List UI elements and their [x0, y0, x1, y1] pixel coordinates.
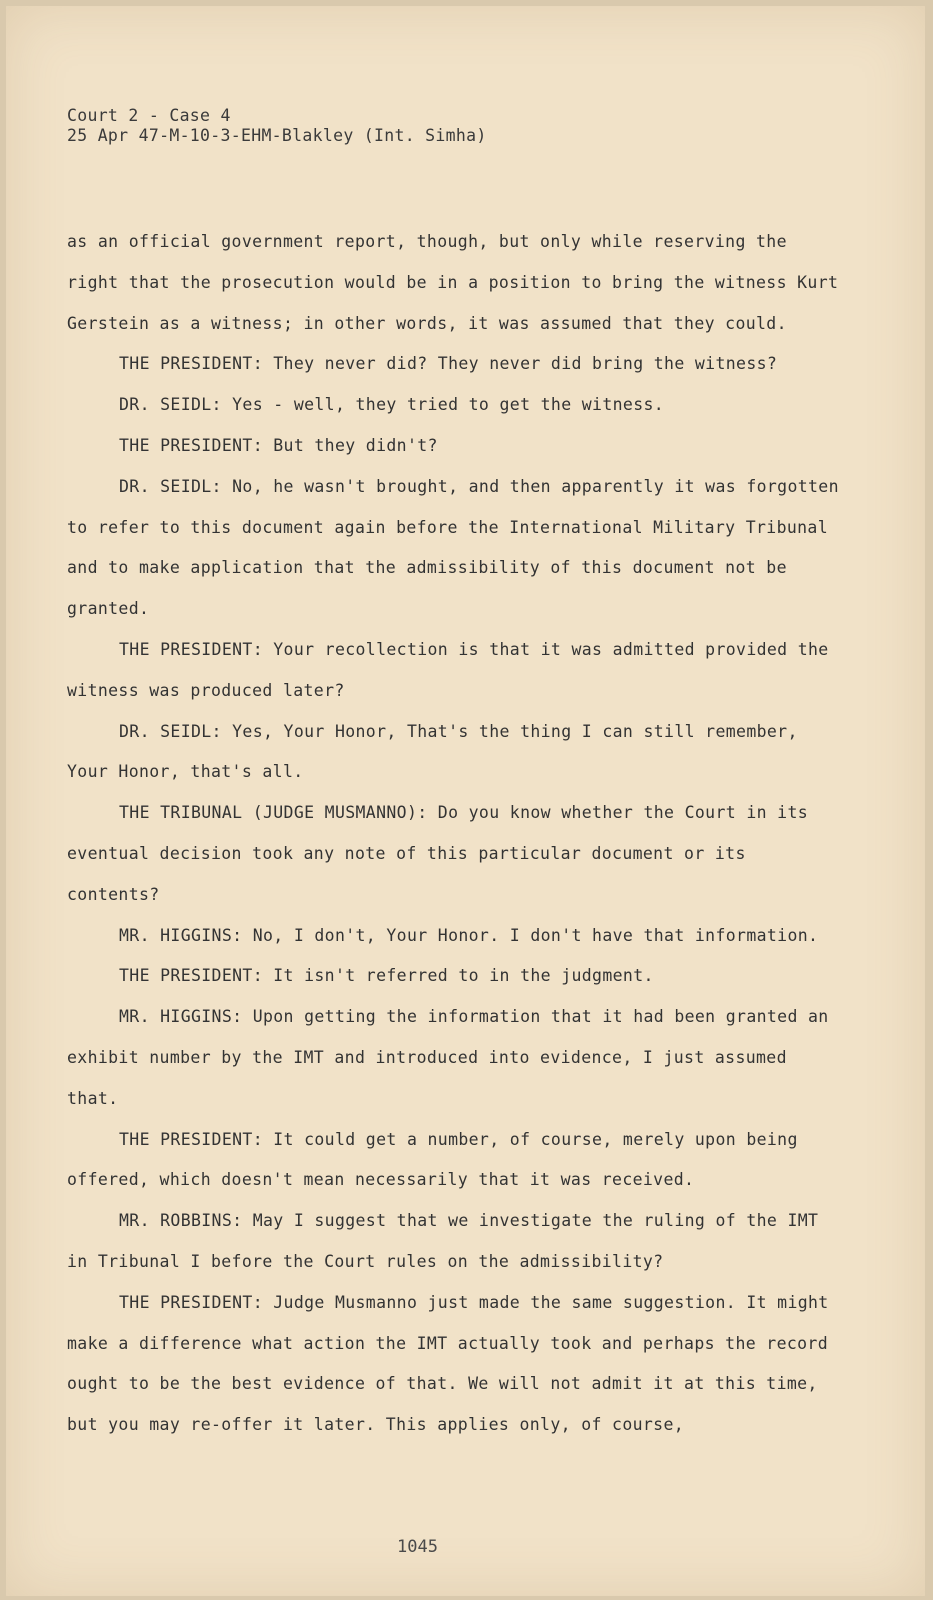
header-court-case: Court 2 - Case 4 [67, 106, 231, 125]
transcript-body [67, 222, 847, 1446]
transcript-paragraph: DR. SEIDL: No, he wasn't brought, and then apparently it was forgotten to refer to this document again before the International Military Tribunal and to make application that the admissibility of this document not be granted. [67, 476, 839, 619]
transcript-paragraph: THE PRESIDENT: Your recollection is that it was admitted provided the witness was produced later? [67, 639, 829, 700]
transcript-paragraph: MR. HIGGINS: No, I don't, Your Honor. I don't have that information. [119, 925, 819, 945]
transcript-paragraph: THE PRESIDENT: Judge Musmanno just made the same suggestion. It might make a difference what action the IMT actually took and perhaps the record ought to be the best evidence of that. We will not admit it at this time, but you may re-offer it later. This applies only, of course, [67, 1292, 829, 1435]
transcript-paragraph: THE PRESIDENT: It isn't referred to in the judgment. [119, 966, 654, 986]
transcript-paragraph: as an official government report, though, but only while reserving the right that the prosecution would be in a position to bring the witness Kurt Gerstein as a witness; in other words, it was assumed that they could. [67, 232, 839, 333]
transcript-paragraph: DR. SEIDL: Yes, Your Honor, That's the thing I can still remember, Your Honor, that's all. [67, 721, 798, 782]
header [67, 106, 487, 146]
transcript-paragraph: THE PRESIDENT: They never did? They never did bring the witness? [119, 354, 778, 374]
transcript-paragraph: DR. SEIDL: Yes - well, they tried to get the witness. [119, 395, 665, 415]
transcript-page [6, 6, 925, 1596]
transcript-paragraph: THE PRESIDENT: But they didn't? [119, 435, 438, 455]
transcript-paragraph: MR. HIGGINS: Upon getting the information that it had been granted an exhibit number by the IMT and introduced into evidence, I just assumed that. [67, 1007, 829, 1108]
transcript-paragraph: MR. ROBBINS: May I suggest that we investigate the ruling of the IMT in Tribunal I before the Court rules on the admissibility? [67, 1211, 819, 1271]
transcript-paragraph: THE TRIBUNAL (JUDGE MUSMANNO): Do you know whether the Court in its eventual decision took any note of this particular document or its contents? [67, 803, 809, 904]
transcript-paragraph: THE PRESIDENT: It could get a number, of course, merely upon being offered, which doesn't mean necessarily that it was received. [67, 1129, 798, 1190]
page-number: 1045 [397, 1537, 438, 1557]
header-session-info: 25 Apr 47-M-10-3-EHM-Blakley (Int. Simha) [67, 126, 487, 145]
